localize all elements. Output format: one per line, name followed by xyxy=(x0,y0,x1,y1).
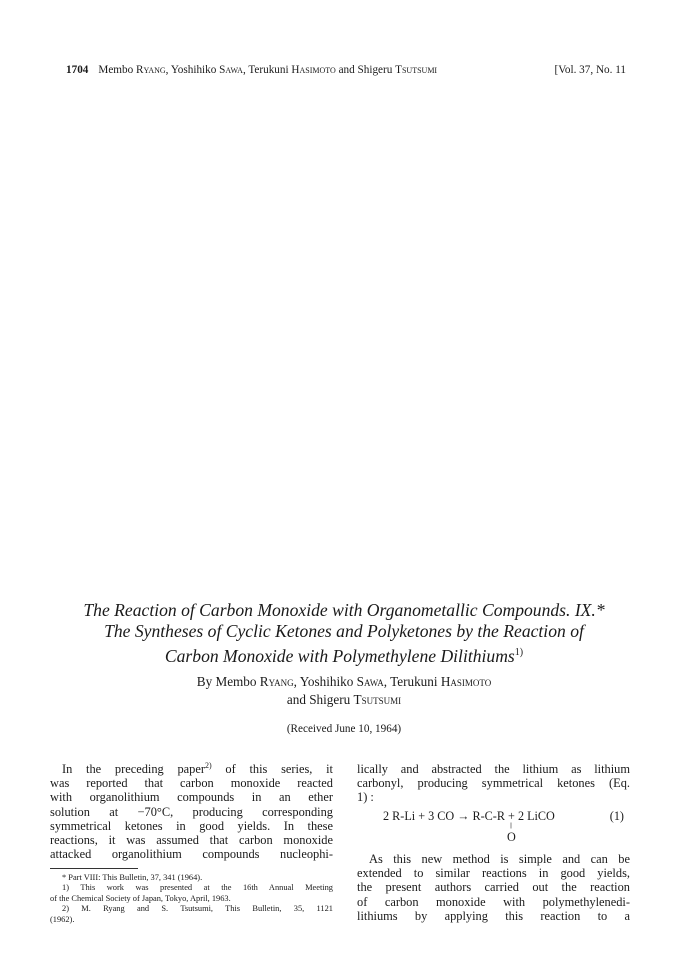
equation-oxygen: O xyxy=(507,830,516,844)
page-number: 1704 xyxy=(66,64,89,76)
volume-info: [Vol. 37, No. 11 xyxy=(554,64,626,76)
byline-line-2: and Shigeru Tsutsumi xyxy=(286,692,402,707)
text-line: the present authors carried out the reaction xyxy=(357,880,630,895)
footnotes xyxy=(50,873,333,925)
text-line: with organolithium compounds in an ether xyxy=(50,790,333,805)
double-bond-mark: || xyxy=(510,823,513,829)
text-line: attacked organolithium compounds nucleophi- xyxy=(50,847,333,862)
text-line: reactions, it was assumed that carbon monoxide xyxy=(50,832,333,847)
text-line: As this new method is simple and can be xyxy=(369,852,630,866)
right-column-text xyxy=(357,762,630,805)
title-line-2: The Syntheses of Cyclic Ketones and Polyketones by the Reaction of xyxy=(104,621,584,641)
text-line: lically and abstracted the lithium as lithium xyxy=(357,762,630,776)
text-line: carbonyl, producing symmetrical ketones (Eq. xyxy=(357,776,630,791)
equation-text: 2 R-Li + 3 CO → R-C-R + 2 LiCO xyxy=(383,809,555,823)
left-column-text xyxy=(50,762,333,861)
byline-line-1: By Membo Ryang, Yoshihiko Sawa, Terukuni Hasimoto xyxy=(196,674,492,689)
text-line: was reported that carbon monoxide reacted xyxy=(50,776,333,791)
footnote-line: 1) This work was presented at the 16th Annual Meeting xyxy=(62,883,333,893)
paper-title xyxy=(30,600,658,667)
text-line: lithiums by applying this reaction to a xyxy=(357,908,630,923)
equation-number: (1) xyxy=(609,809,624,823)
text-line: extended to similar reactions in good yields, xyxy=(357,866,630,881)
text-line: In the preceding paper$^{2)}$ of this series, it xyxy=(62,760,333,776)
header-authors: Membo Ryang, Yoshihiko Sawa, Terukuni Hasimoto and Shigeru Tsutsumi xyxy=(98,64,438,76)
right-column-paragraph-2 xyxy=(357,852,630,923)
footnote-line: of the Chemical Society of Japan, Tokyo, April, 1963. xyxy=(50,893,231,903)
text-line: of carbon monoxide with polymethylenedi- xyxy=(357,894,630,909)
footnote-line: * Part VIII: This Bulletin, 37, 341 (1964). xyxy=(62,873,203,882)
footnote-line: 2) M. Ryang and S. Tsutsumi, This Bulletin, 35, 1121 xyxy=(62,904,333,914)
text-line: 1) : xyxy=(357,790,374,805)
title-line-3: Carbon Monoxide with Polymethylene Dilithiums$^{1)}$ xyxy=(164,645,524,666)
received-date: (Received June 10, 1964) xyxy=(286,723,402,735)
footnote-rule xyxy=(50,868,138,869)
running-header xyxy=(66,64,626,76)
title-footnote-ref: 1) xyxy=(514,647,524,658)
byline xyxy=(30,673,658,709)
text-line: solution at −70°C, producing corresponding xyxy=(50,804,333,819)
text-line: symmetrical ketones in good yields. In these xyxy=(50,818,333,833)
equation-1 xyxy=(357,809,630,847)
title-line-1: The Reaction of Carbon Monoxide with Organometallic Compounds. IX.* xyxy=(83,600,605,620)
footnote-line: (1962). xyxy=(50,914,75,924)
